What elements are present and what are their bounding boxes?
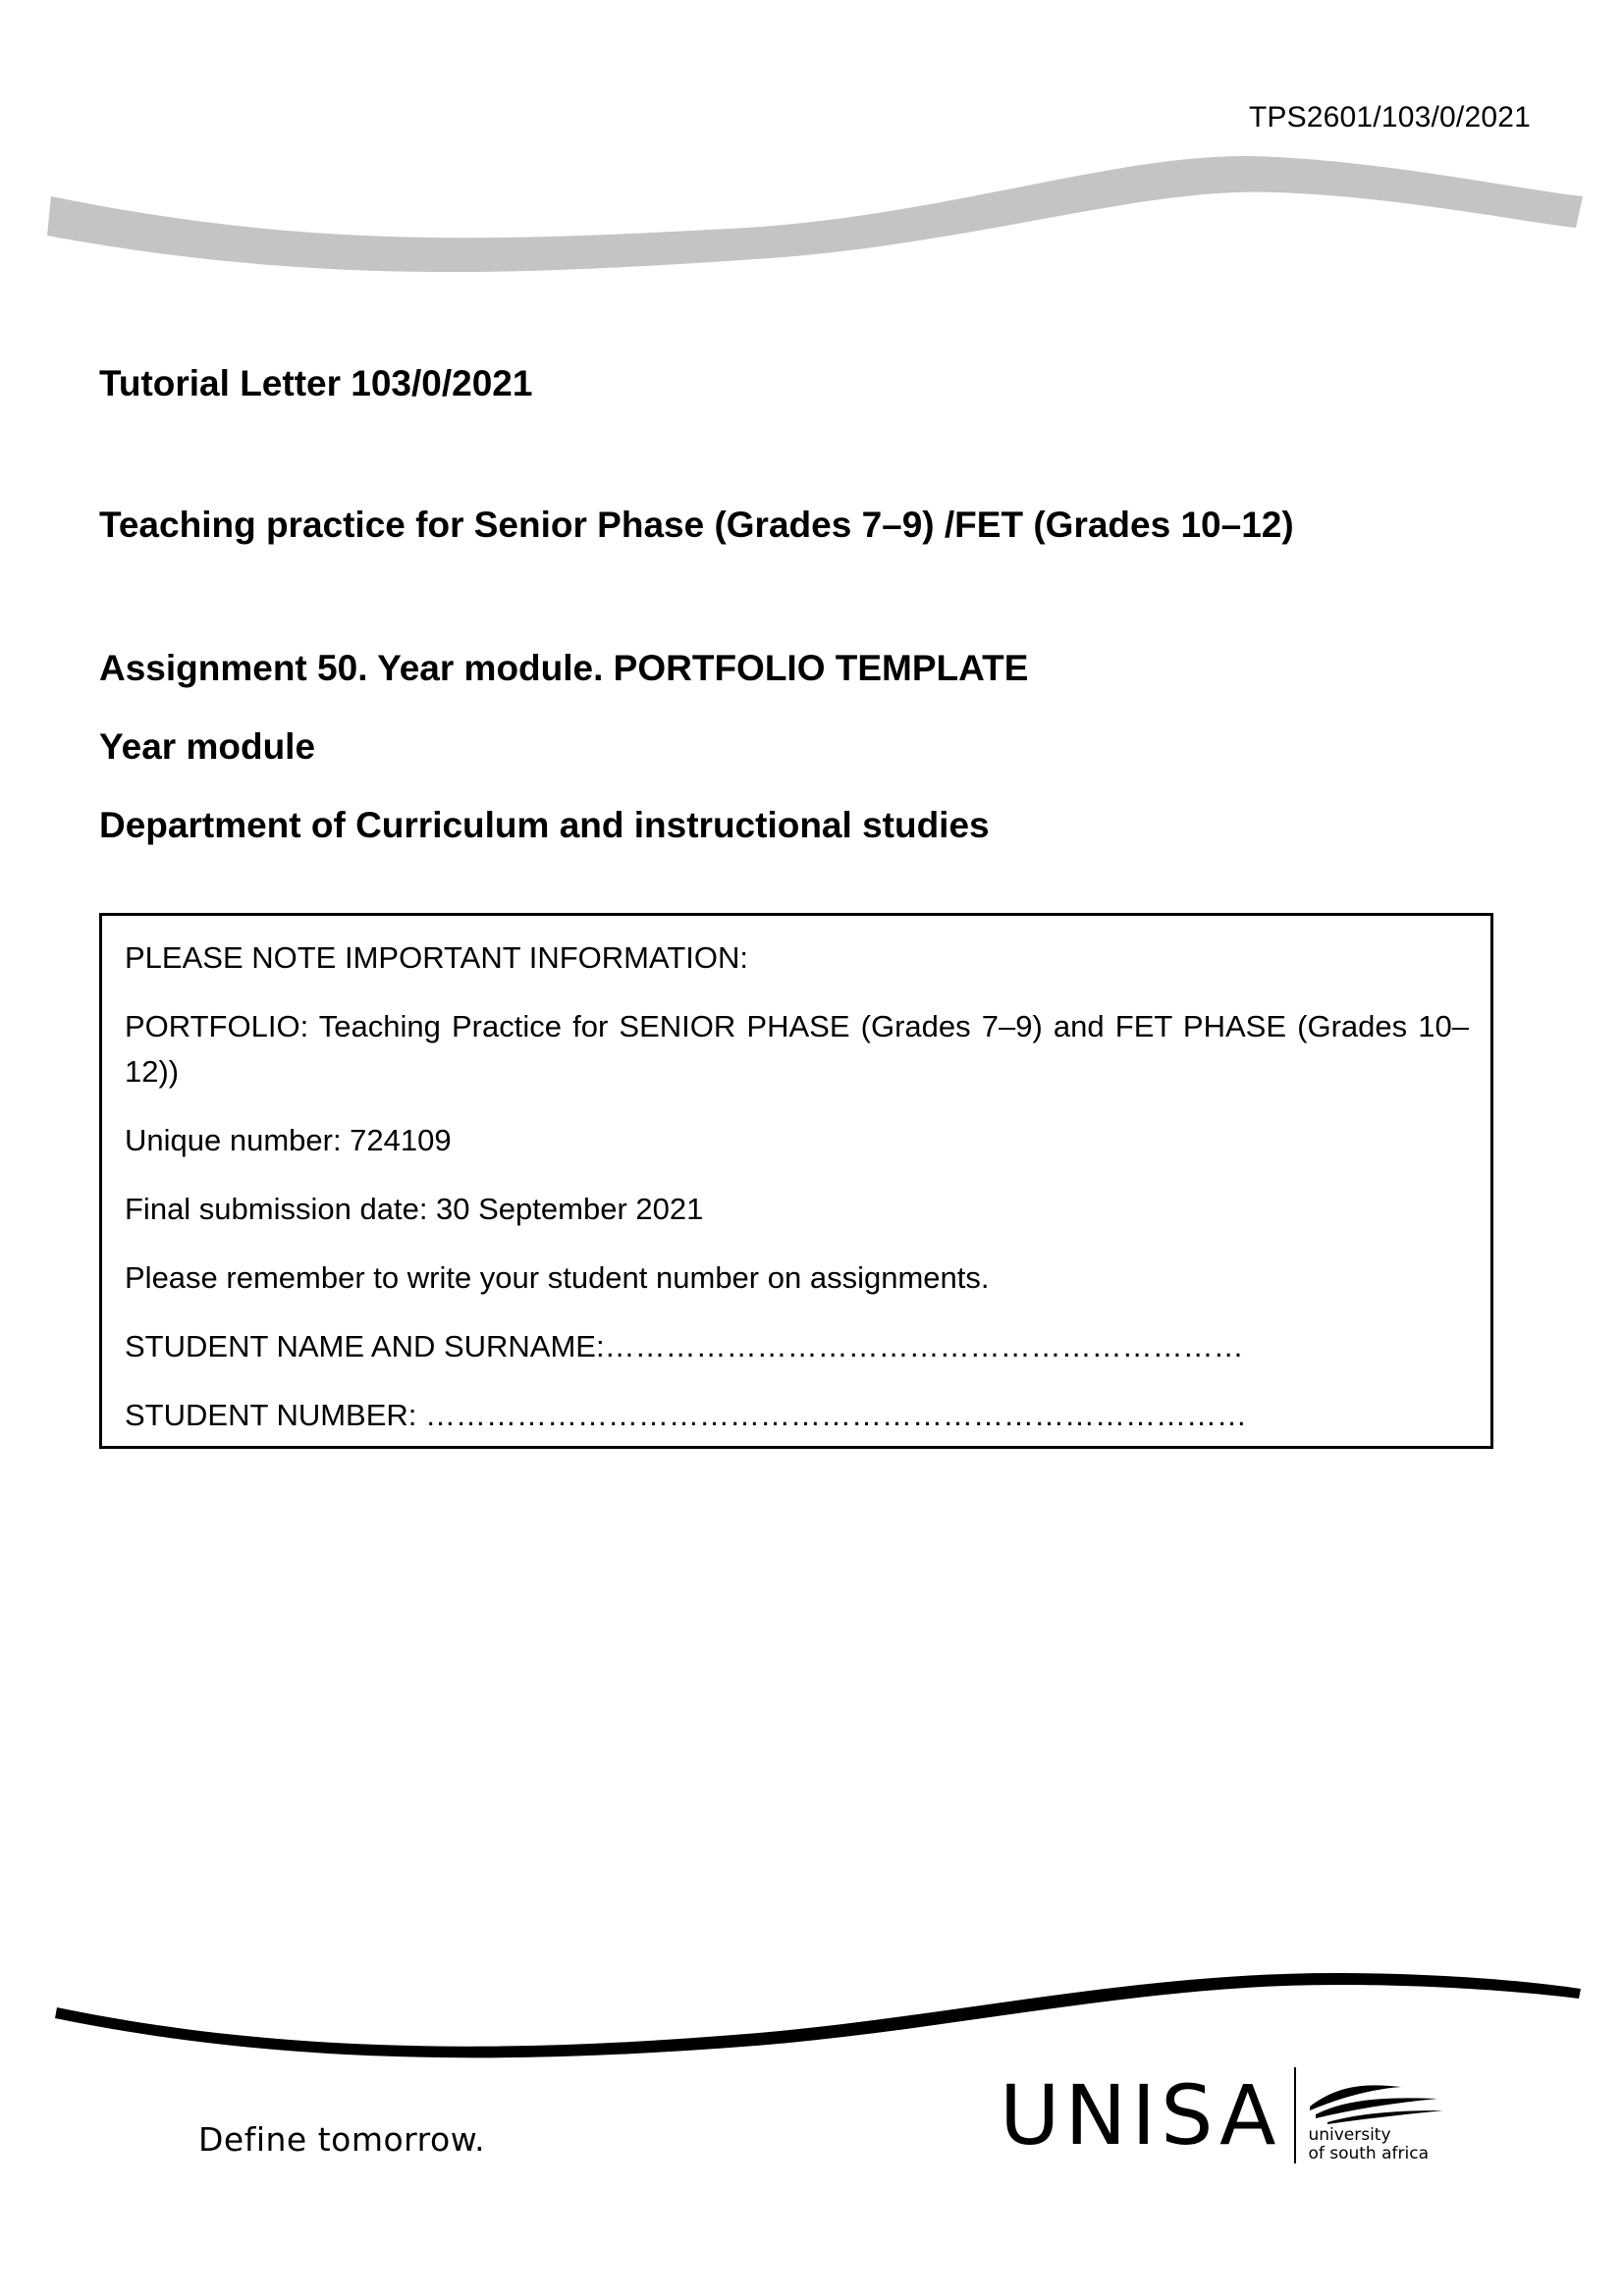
top-grey-swoosh <box>47 156 1583 272</box>
tutorial-letter-heading: Tutorial Letter 103/0/2021 <box>99 363 533 403</box>
logo-divider <box>1294 2067 1296 2163</box>
student-name-field: STUDENT NAME AND SURNAME:……………………………………………………… <box>125 1329 1244 1363</box>
info-box-heading: PLEASE NOTE IMPORTANT INFORMATION: <box>125 940 749 975</box>
tagline: Define tomorrow. <box>198 2120 486 2159</box>
unisa-logo-word: UNISA <box>1000 2067 1281 2163</box>
logo-subtitle-line1: university <box>1308 2125 1391 2145</box>
logo-emblem-group <box>1308 2067 1445 2163</box>
unisa-logo <box>1000 2061 1445 2169</box>
student-number-reminder: Please remember to write your student number on assignments. <box>125 1260 990 1295</box>
student-number-field: STUDENT NUMBER: ……………………………………………………………………… <box>125 1398 1248 1432</box>
unisa-wave-icon <box>1308 2077 1445 2126</box>
unique-number: Unique number: 724109 <box>125 1123 452 1157</box>
document-code: TPS2601/103/0/2021 <box>1248 101 1531 133</box>
portfolio-description: PORTFOLIO: Teaching Practice for SENIOR PHASE (Grades 7–9) and FET PHASE (Grades 10–12)) <box>125 1009 1469 1089</box>
course-title-heading: Teaching practice for Senior Phase (Grades 7–9) /FET (Grades 10–12) <box>99 505 1294 545</box>
important-information-box <box>99 913 1493 1449</box>
department-heading: Department of Curriculum and instructional studies <box>99 805 990 845</box>
assignment-heading: Assignment 50. Year module. PORTFOLIO TEMPLATE <box>99 648 1029 688</box>
bottom-black-swoosh <box>55 1973 1581 2057</box>
module-type-heading: Year module <box>99 726 316 767</box>
logo-subtitle-line2: of south africa <box>1308 2144 1429 2163</box>
submission-date: Final submission date: 30 September 2021 <box>125 1192 704 1226</box>
